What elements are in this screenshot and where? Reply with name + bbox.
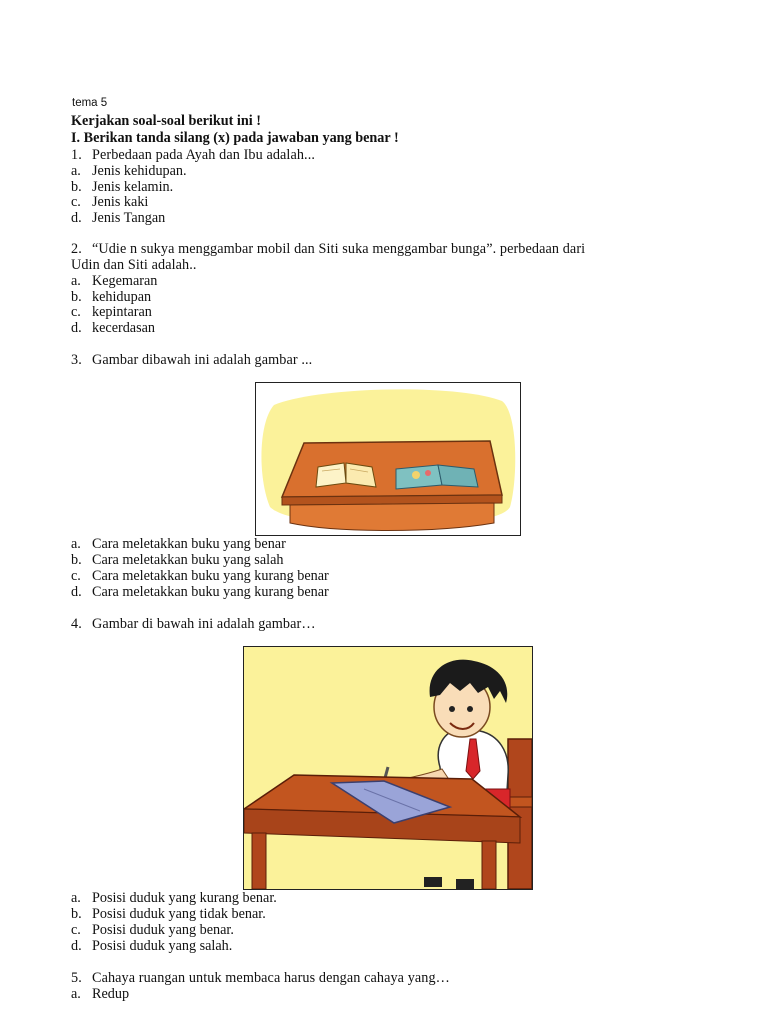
option-letter: c. bbox=[71, 568, 81, 584]
option-2c[interactable] bbox=[71, 304, 152, 320]
option-4d[interactable] bbox=[71, 938, 232, 954]
option-letter: b. bbox=[71, 179, 82, 195]
option-1c[interactable] bbox=[71, 194, 148, 210]
option-text: Posisi duduk yang salah. bbox=[92, 938, 233, 954]
option-text: Cara meletakkan buku yang benar bbox=[92, 536, 286, 552]
option-letter: a. bbox=[71, 890, 81, 906]
question-number: 2. bbox=[71, 241, 82, 257]
option-text: Redup bbox=[92, 986, 130, 1002]
question-text: Perbedaan pada Ayah dan Ibu adalah... bbox=[92, 147, 316, 163]
option-text: Cara meletakkan buku yang kurang benar bbox=[92, 568, 329, 584]
option-2b[interactable] bbox=[71, 289, 151, 305]
option-letter: b. bbox=[71, 906, 82, 922]
question-1 bbox=[71, 147, 315, 163]
option-text: kecerdasan bbox=[92, 320, 156, 336]
option-letter: c. bbox=[71, 922, 81, 938]
question-4 bbox=[71, 616, 316, 632]
option-letter: d. bbox=[71, 320, 82, 336]
option-4b[interactable] bbox=[71, 906, 266, 922]
table-apron bbox=[290, 503, 494, 531]
option-letter: a. bbox=[71, 536, 81, 552]
option-text: Kegemaran bbox=[92, 273, 158, 289]
option-3c[interactable] bbox=[71, 568, 329, 584]
student-writing-illustration bbox=[243, 646, 533, 890]
option-text: Jenis kehidupan. bbox=[92, 163, 187, 179]
option-letter: a. bbox=[71, 163, 81, 179]
question-number: 3. bbox=[71, 352, 82, 368]
question-number: 1. bbox=[71, 147, 82, 163]
section-instruction: I. Berikan tanda silang (x) pada jawaban yang benar ! bbox=[71, 130, 399, 146]
question-number: 4. bbox=[71, 616, 82, 632]
option-text: Posisi duduk yang kurang benar. bbox=[92, 890, 277, 906]
option-text: Cara meletakkan buku yang salah bbox=[92, 552, 284, 568]
option-2a[interactable] bbox=[71, 273, 157, 289]
option-text: Jenis kaki bbox=[92, 194, 149, 210]
option-letter: d. bbox=[71, 584, 82, 600]
option-text: Posisi duduk yang tidak benar. bbox=[92, 906, 266, 922]
option-letter: b. bbox=[71, 289, 82, 305]
question-5 bbox=[71, 970, 450, 986]
open-book-right bbox=[396, 465, 478, 489]
option-letter: d. bbox=[71, 210, 82, 226]
option-text: Cara meletakkan buku yang kurang benar bbox=[92, 584, 329, 600]
option-letter: c. bbox=[71, 194, 81, 210]
option-3d[interactable] bbox=[71, 584, 329, 600]
question-2-continuation: Udin dan Siti adalah.. bbox=[71, 257, 197, 273]
option-letter: a. bbox=[71, 273, 81, 289]
question-2 bbox=[71, 241, 585, 257]
option-text: Jenis Tangan bbox=[92, 210, 166, 226]
question-text: “Udie n sukya menggambar mobil dan Siti suka menggambar bunga”. perbedaan dari bbox=[92, 241, 586, 257]
question-text: Cahaya ruangan untuk membaca harus dengan cahaya yang… bbox=[92, 970, 450, 986]
option-text: kehidupan bbox=[92, 289, 152, 305]
theme-label: tema 5 bbox=[72, 97, 108, 109]
option-5a[interactable] bbox=[71, 986, 129, 1002]
option-1b[interactable] bbox=[71, 179, 173, 195]
question-3 bbox=[71, 352, 312, 368]
option-3a[interactable] bbox=[71, 536, 286, 552]
books-on-table-illustration bbox=[255, 382, 521, 536]
question-number: 5. bbox=[71, 970, 82, 986]
open-book-left bbox=[316, 463, 376, 487]
question-text: Gambar dibawah ini adalah gambar ... bbox=[92, 352, 313, 368]
option-text: kepintaran bbox=[92, 304, 152, 320]
option-text: Posisi duduk yang benar. bbox=[92, 922, 234, 938]
option-1a[interactable] bbox=[71, 163, 187, 179]
option-letter: c. bbox=[71, 304, 81, 320]
instruction-title: Kerjakan soal-soal berikut ini ! bbox=[71, 113, 261, 129]
question-text: Gambar di bawah ini adalah gambar… bbox=[92, 616, 316, 632]
option-letter: a. bbox=[71, 986, 81, 1002]
option-3b[interactable] bbox=[71, 552, 283, 568]
option-2d[interactable] bbox=[71, 320, 155, 336]
option-4a[interactable] bbox=[71, 890, 277, 906]
option-text: Jenis kelamin. bbox=[92, 179, 174, 195]
option-letter: b. bbox=[71, 552, 82, 568]
option-letter: d. bbox=[71, 938, 82, 954]
option-4c[interactable] bbox=[71, 922, 234, 938]
option-1d[interactable] bbox=[71, 210, 165, 226]
